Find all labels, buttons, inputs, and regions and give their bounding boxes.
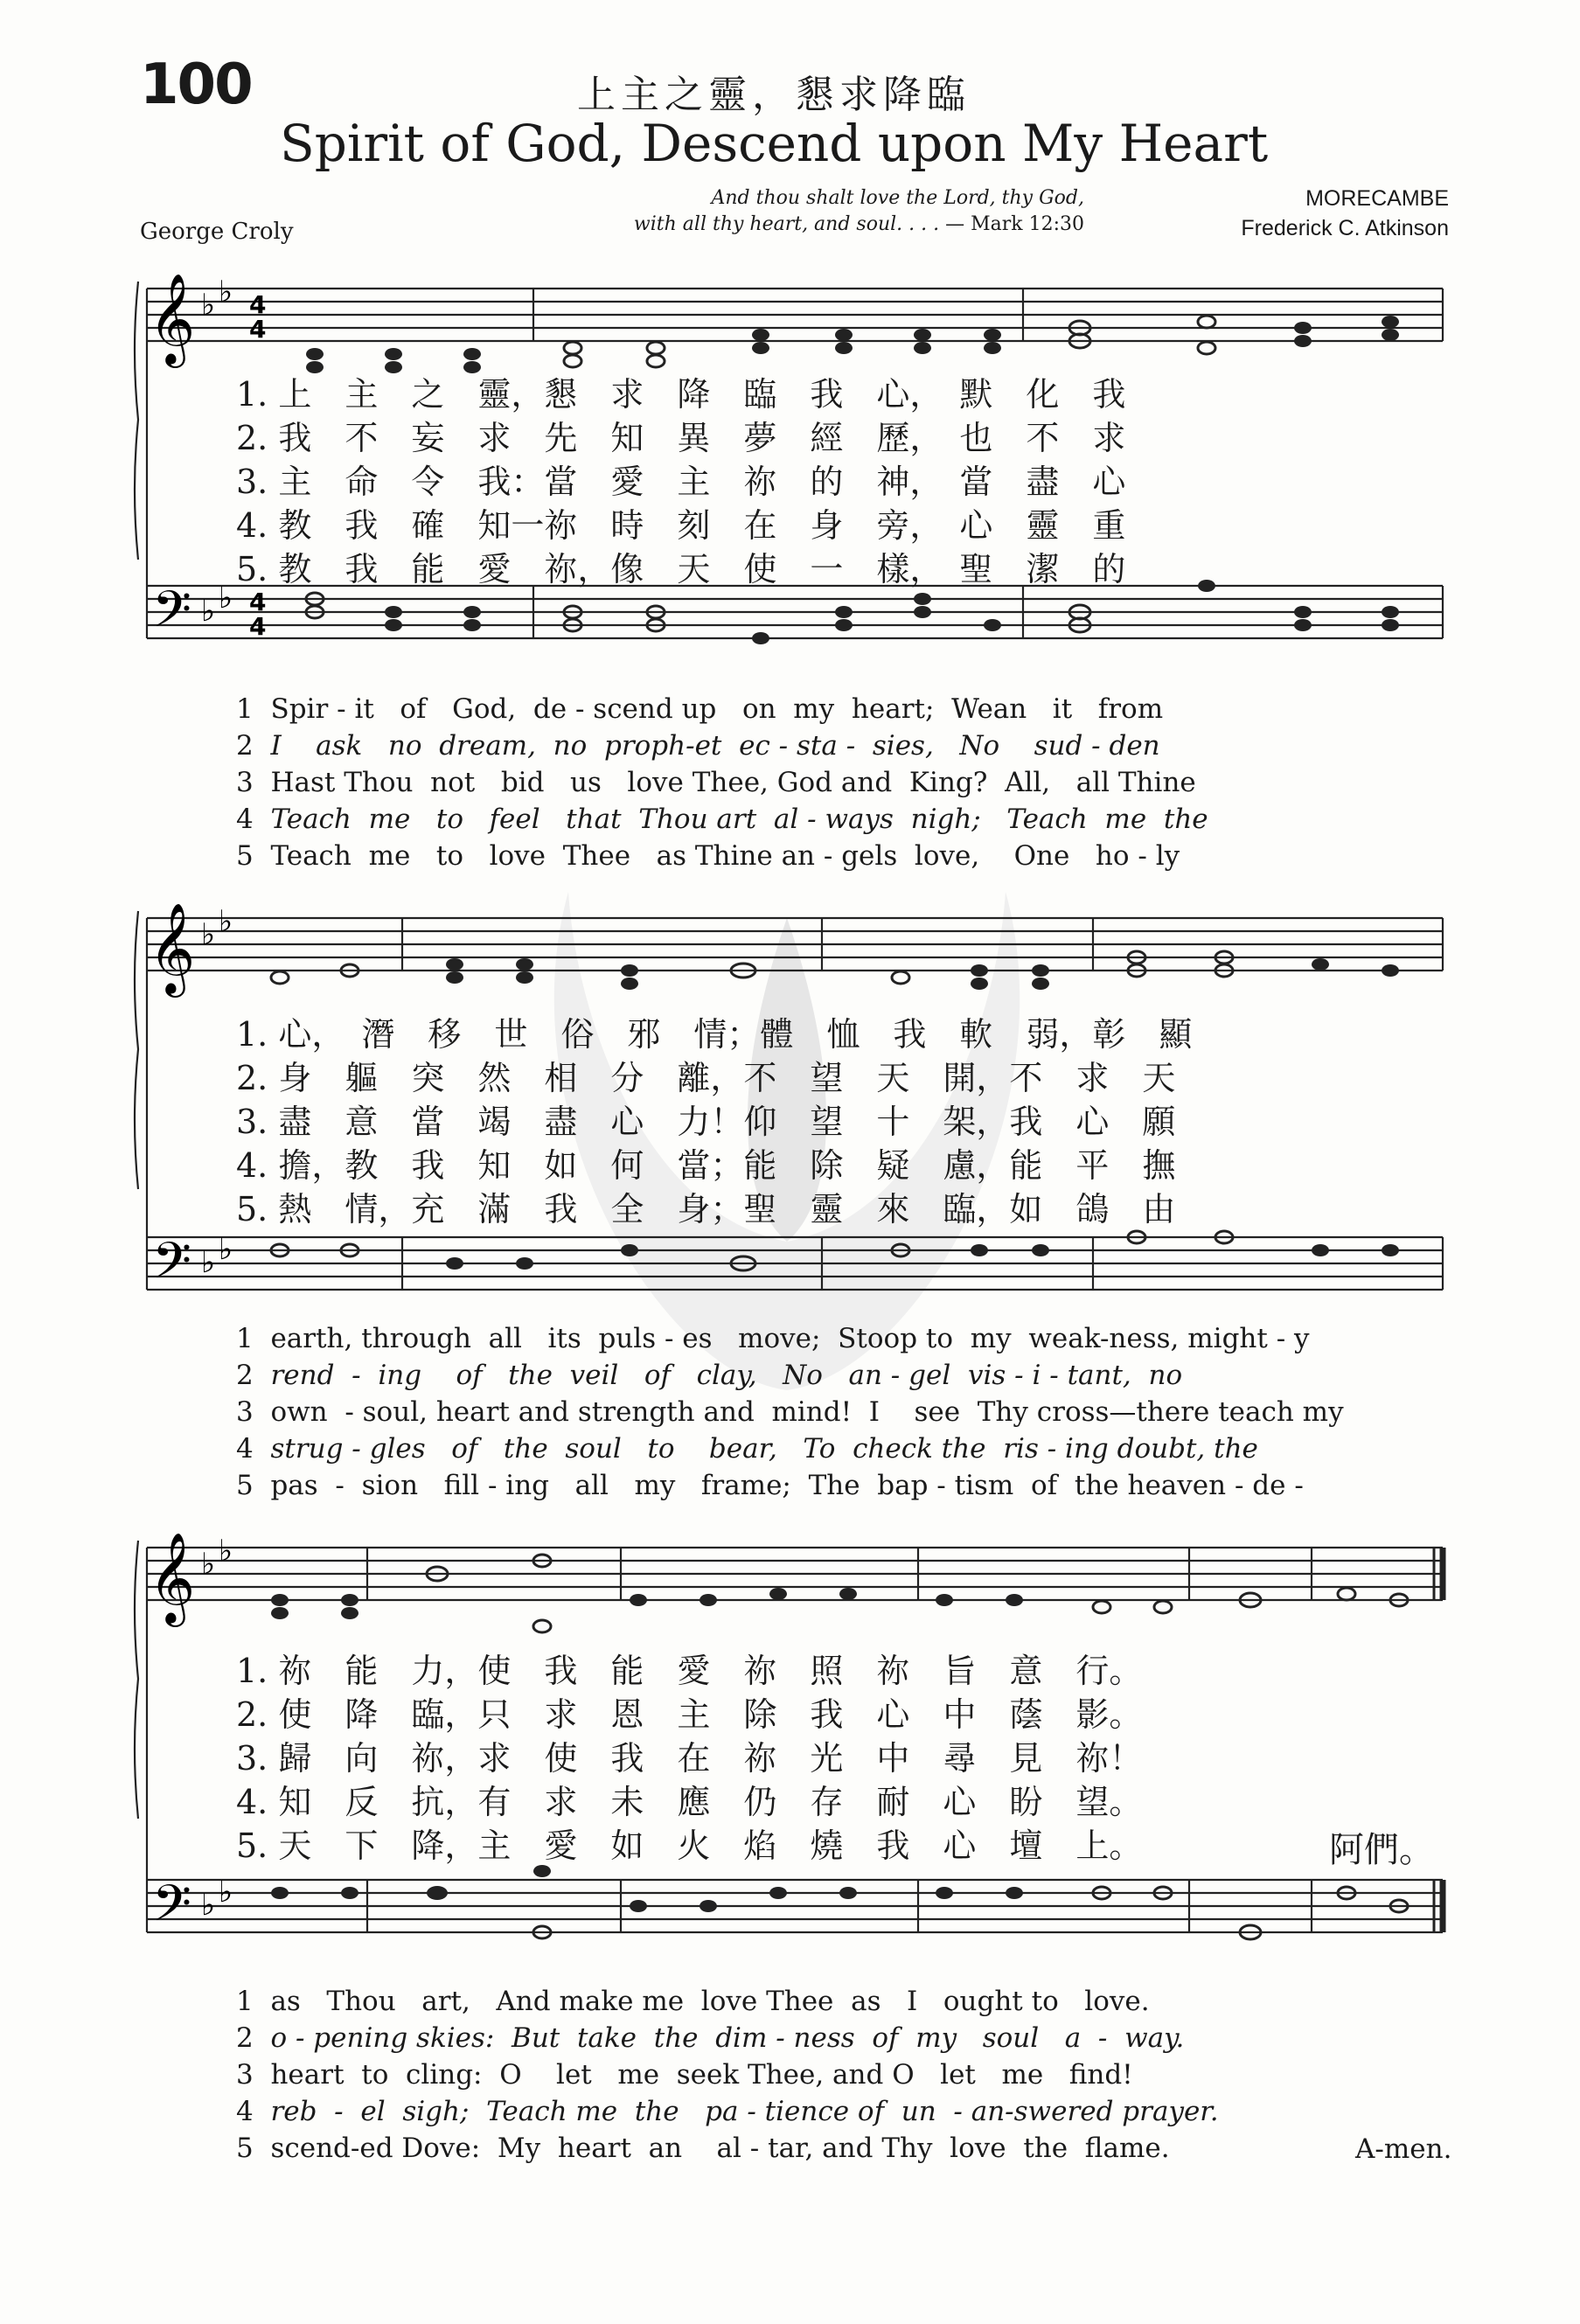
cn-verse-4: 4. 教 我 確 知一祢 時 刻 在 身 旁， 心 靈 重	[236, 506, 1126, 545]
en-verse-4: 4 reb - el sigh; Teach me the pa - tience of un - an-swered prayer.	[236, 2096, 1219, 2127]
key-flat-icon: ♭	[201, 288, 216, 323]
en-verse-2: 2 o - pening skies: But take the dim - ness of my soul a - way.	[236, 2022, 1185, 2054]
scripture-quote	[560, 185, 1084, 238]
scripture-line-2: with all thy heart, and soul. . . .	[633, 213, 940, 235]
en-verse-1: 1 as Thou art, And make me love Thee as I ought to love.	[236, 1986, 1150, 2017]
cn-verse-2: 2. 使 降 臨，只 求 恩 主 除 我 心 中 蔭 影。	[236, 1695, 1143, 1734]
cn-verse-3: 3. 主 命 令 我：當 愛 主 祢 的 神， 當 盡 心	[236, 463, 1126, 501]
svg-text:♭: ♭	[201, 594, 216, 629]
en-verse-4: 4 strug - gles of the soul to bear, To check the ris - ing doubt, the	[236, 1433, 1258, 1465]
cn-verse-5: 5. 熱 情，充 滿 我 全 身；聖 靈 來 臨，如 鴿 由	[236, 1190, 1176, 1228]
composer: Frederick C. Atkinson	[1241, 216, 1449, 240]
cn-verse-5: 5. 天 下 降，主 愛 如 火 焰 燒 我 心 壇 上。	[236, 1826, 1143, 1865]
svg-text:𝄢: 𝄢	[152, 1874, 192, 1945]
cn-verse-1: 1. 上 主 之 靈，懇 求 降 臨 我 心， 默 化 我	[236, 375, 1126, 414]
en-verse-5: 5 Teach me to love Thee as Thine an - gels love, One ho - ly	[236, 840, 1180, 872]
svg-text:4: 4	[249, 588, 267, 616]
chinese-title: 上主之靈，懇求降臨	[577, 73, 971, 117]
svg-text:𝄢: 𝄢	[152, 1231, 192, 1303]
hymn-number: 100	[140, 52, 252, 117]
cn-verse-1: 1. 心， 潛 移 世 俗 邪 情；體 恤 我 軟 弱，彰 顯	[236, 1015, 1193, 1054]
svg-text:𝄞: 𝄞	[149, 902, 196, 994]
svg-text:♭: ♭	[201, 1245, 216, 1280]
time-signature: 4	[249, 290, 267, 319]
en-verse-3: 3 heart to cling: O let me seek Thee, and O let me find!	[236, 2059, 1133, 2091]
svg-text:♭: ♭	[219, 1875, 233, 1910]
treble-clef-icon: 𝄞	[149, 273, 196, 365]
en-verse-5: 5 pas - sion fill - ing all my frame; The bap - tism of the heaven - de -	[236, 1470, 1304, 1501]
svg-text:♭: ♭	[201, 1547, 216, 1582]
en-verse-2: 2 rend - ing of the veil of clay, No an - gel vis - i - tant, no	[236, 1360, 1183, 1391]
svg-text:♭: ♭	[219, 275, 233, 310]
svg-text:4: 4	[249, 315, 267, 344]
cn-verse-3: 3. 盡 意 當 竭 盡 心 力！仰 望 十 架，我 心 願	[236, 1103, 1176, 1141]
svg-text:♭: ♭	[219, 904, 233, 939]
en-verse-1: 1 Spir - it of God, de - scend up on my heart; Wean it from	[236, 693, 1164, 725]
cn-verse-2: 2. 我 不 妄 求 先 知 異 夢 經 歷， 也 不 求	[236, 419, 1126, 457]
cn-verse-3: 3. 歸 向 祢，求 使 我 在 祢 光 中 尋 見 祢！	[236, 1739, 1143, 1778]
brace	[135, 282, 138, 560]
en-verse-2: 2 I ask no dream, no proph-et ec - sta - sies, No sud - den	[236, 730, 1160, 762]
author: George Croly	[140, 219, 294, 245]
scripture-reference: — Mark 12:30	[945, 213, 1084, 235]
svg-text:𝄞: 𝄞	[149, 1532, 196, 1624]
amen-english: A-men.	[1355, 2133, 1452, 2165]
svg-text:4: 4	[249, 612, 267, 641]
en-verse-3: 3 own - soul, heart and strength and mind! I see Thy cross—there teach my	[236, 1396, 1344, 1428]
cn-verse-2: 2. 身 軀 突 然 相 分 離，不 望 天 開，不 求 天	[236, 1059, 1176, 1097]
svg-text:♭: ♭	[219, 1534, 233, 1569]
cn-verse-1: 1. 祢 能 力，使 我 能 愛 祢 照 祢 旨 意 行。	[236, 1652, 1143, 1690]
scripture-line-1: And thou shalt love the Lord, thy God,	[711, 187, 1084, 209]
en-verse-3: 3 Hast Thou not bid us love Thee, God and King? All, all Thine	[236, 767, 1196, 798]
svg-text:♭: ♭	[201, 917, 216, 952]
svg-text:♭: ♭	[219, 581, 233, 616]
tune-name: MORECAMBE	[1305, 186, 1449, 211]
bass-clef-icon: 𝄢	[152, 580, 192, 651]
cn-verse-4: 4. 擔，教 我 知 如 何 當；能 除 疑 慮，能 平 撫	[236, 1146, 1176, 1185]
svg-text:♭: ♭	[201, 1888, 216, 1923]
cn-verse-4: 4. 知 反 抗，有 求 未 應 仍 存 耐 心 盼 望。	[236, 1783, 1143, 1821]
tune-credit	[1241, 184, 1449, 243]
cn-verse-5: 5. 教 我 能 愛 祢，像 天 使 一 樣， 聖 潔 的	[236, 550, 1126, 588]
en-verse-5: 5 scend-ed Dove: My heart an al - tar, and Thy love the flame.	[236, 2133, 1170, 2164]
en-verse-4: 4 Teach me to feel that Thou art al - ways nigh; Teach me the	[236, 804, 1208, 835]
en-verse-1: 1 earth, through all its puls - es move; Stoop to my weak-ness, might - y	[236, 1323, 1310, 1354]
svg-text:♭: ♭	[219, 1232, 233, 1267]
amen-chinese: 阿們。	[1329, 1830, 1434, 1870]
english-title: Spirit of God, Descend upon My Heart	[280, 114, 1269, 173]
